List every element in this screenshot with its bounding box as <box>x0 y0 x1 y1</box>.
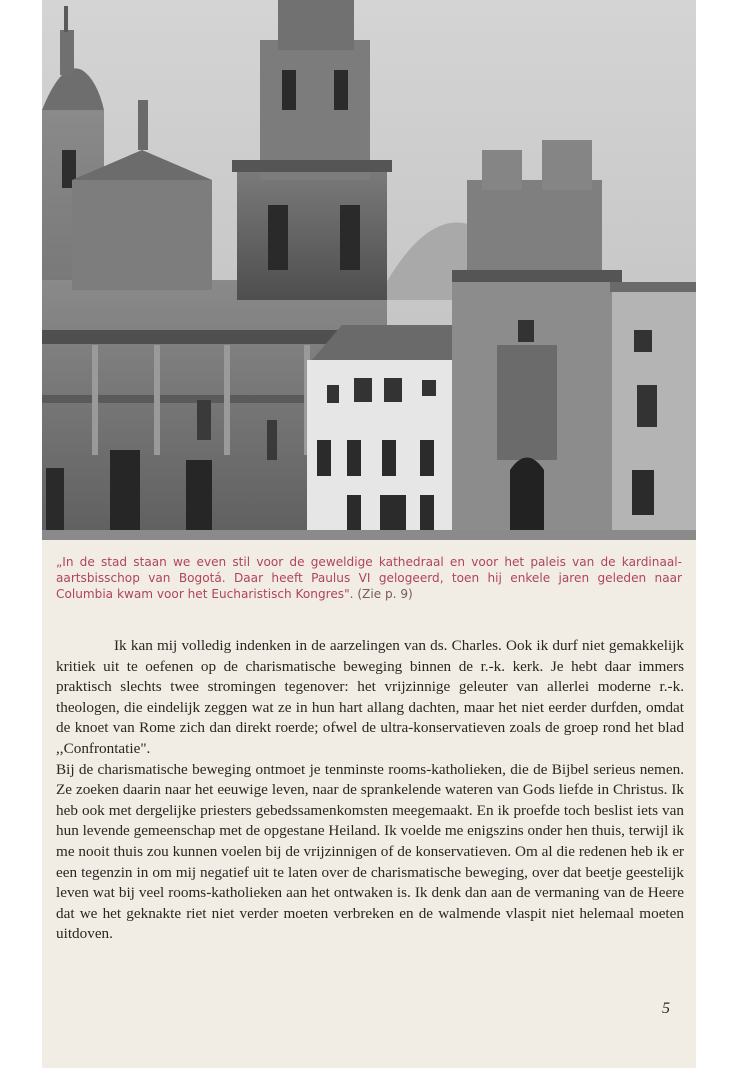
paragraph: Bij de charismatische beweging ontmoet je tenminste rooms-katholieken, die de Bijbel serieus nemen. Ze zoeken daarin naar het eeuwige leven, naar de sprankelende wateren van Gods liefde in Christus. Ik heb ook met dergelijke priesters gebedssamenkomsten meegemaakt. En ik proefde toch beslist iets van hun levende gemeenschap met de opgestane Heiland. Ik voelde me enigszins onder hen thuis, terwijl ik me nooit thuis zou kunnen voelen bij de vrijzinnigen of de konservatieven. Om al die redenen heb ik er een tegenzin in om mij negatief uit te laten over de charismatische beweging, over dat beetje geestelijk leven wat bij veel rooms-katholieken aan het ontwaken is. Ik denk dan aan de vermaning van de Heere dat we het geknakte riet niet verder moeten verbreken en de walmende vlaspit niet helemaal moeten uitdoven. <box>56 760 684 943</box>
caption-page-reference: (Zie p. 9) <box>357 587 413 601</box>
caption-text: „In de stad staan we even stil voor de geweldige kathedraal en voor het paleis van de kardinaal-aartsbisschop van Bogotá. Daar heeft Paulus VI gelogeerd, toen hij enkele jaren geleden naar Columbia kwam voor het Eucharistisch Kongres". <box>56 555 682 601</box>
article-body <box>56 636 684 945</box>
paragraph: Ik kan mij volledig indenken in de aarzelingen van ds. Charles. Ook ik durf niet gemakkelijk kritiek uit te oefenen op de charismatische beweging binnen de r.-k. kerk. Je hebt daar immers praktisch slechts twee stromingen tegenover: het vrijzinnige geleuter van allerlei moderne r.-k. theologen, die eindelijk zeggen wat ze in hun hart allang dachten, maar het niet eerder durfden, omdat de knoet van Rome zich dan direkt roerde; ofwel de ultra-konservatieven zoals de groep rond het blad ,,Confrontatie". <box>56 637 684 757</box>
page-number: 5 <box>662 1000 670 1017</box>
book-page <box>42 0 696 1068</box>
photo-caption <box>56 554 682 602</box>
cathedral-photo <box>42 0 696 540</box>
